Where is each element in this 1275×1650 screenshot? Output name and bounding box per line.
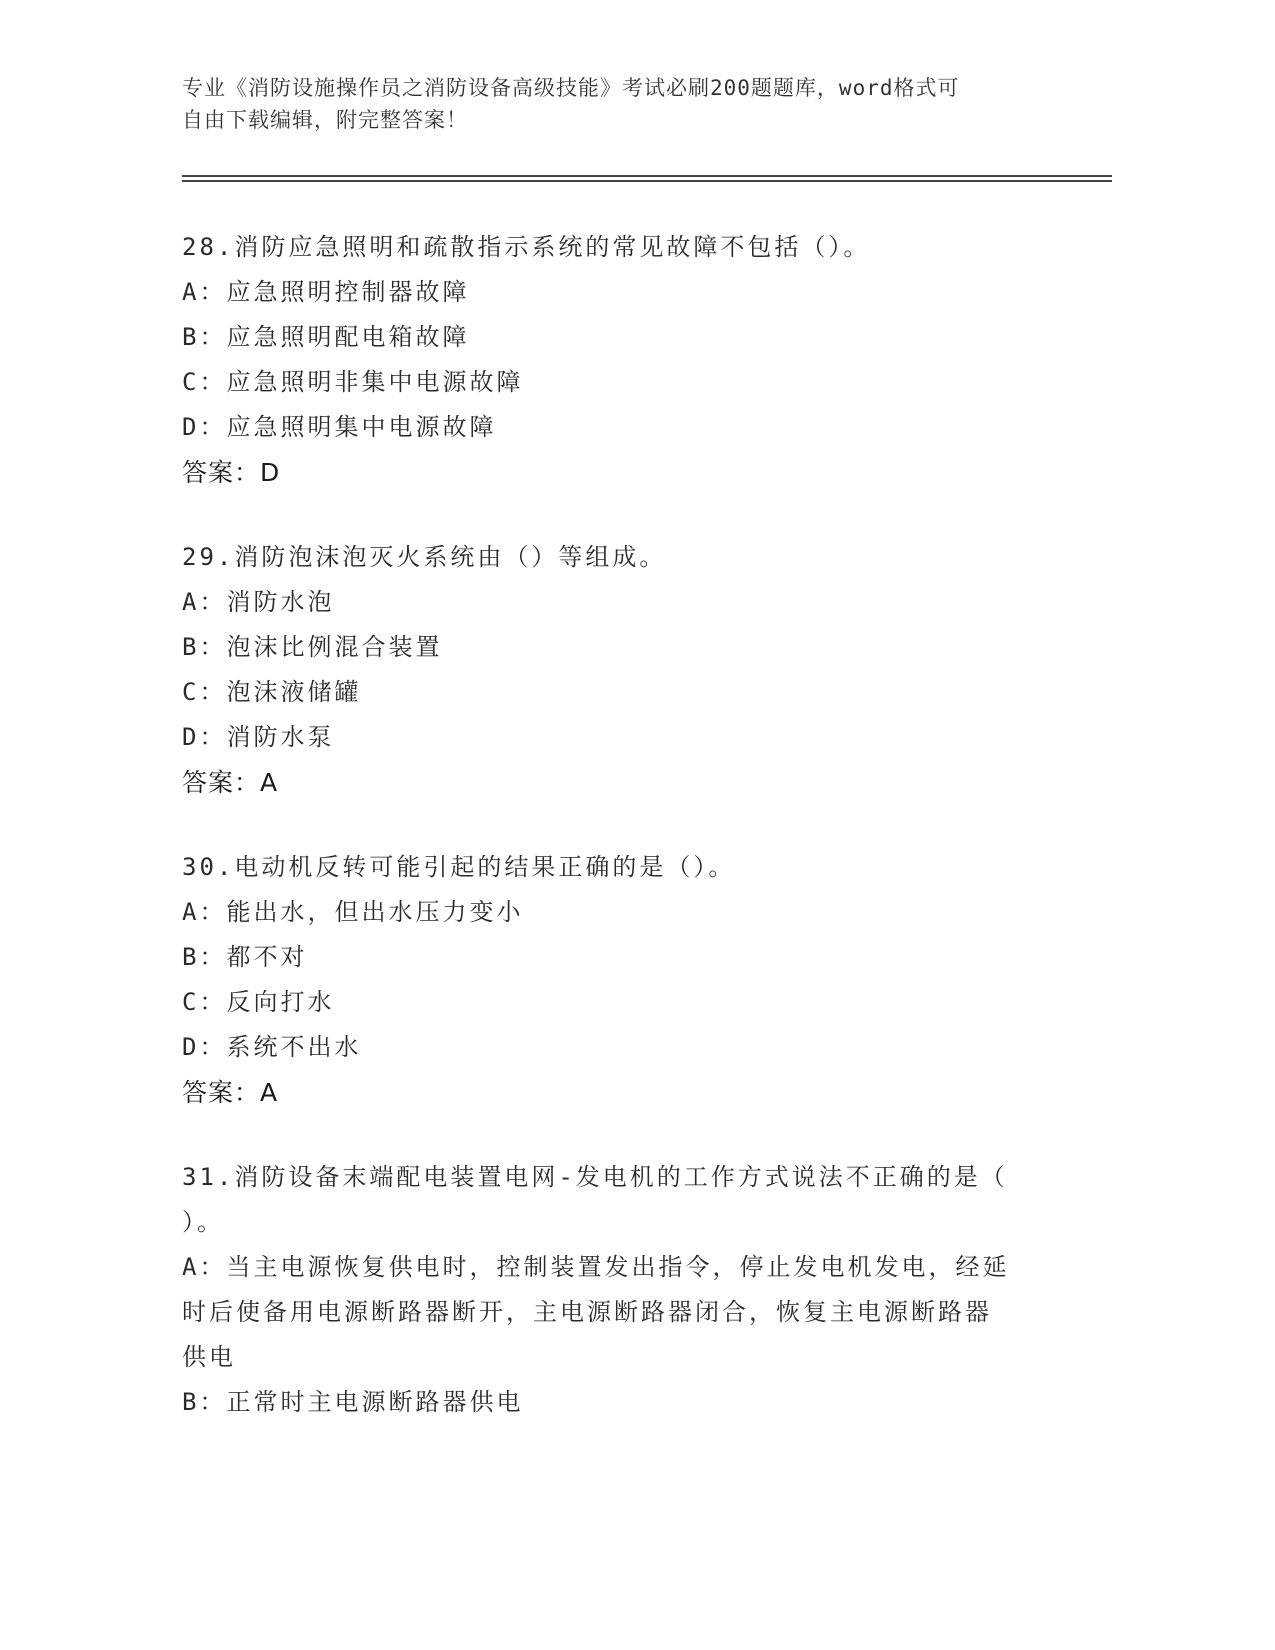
option-b: B：泡沫比例混合装置 [182, 633, 443, 661]
option-c: C：应急照明非集中电源故障 [182, 368, 524, 396]
question-28 [182, 225, 1062, 495]
answer: 答案：D [182, 458, 281, 487]
option-b: B：正常时主电源断路器供电 [182, 1388, 524, 1416]
option-c: C：泡沫液储罐 [182, 678, 362, 706]
question-stem: 28.消防应急照明和疏散指示系统的常见故障不包括（）。 [182, 233, 871, 261]
header-line-1: 专业《消防设施操作员之消防设备高级技能》考试必刷200题题库，word格式可 [182, 76, 960, 100]
option-a: A：应急照明控制器故障 [182, 278, 470, 306]
option-a-line-2: 时后使备用电源断路器断开，主电源断路器闭合，恢复主电源断路器 [182, 1298, 992, 1326]
header-divider-bottom [182, 180, 1112, 182]
option-d: D：应急照明集中电源故障 [182, 413, 497, 441]
answer: 答案：A [182, 768, 279, 797]
question-stem: 30.电动机反转可能引起的结果正确的是（）。 [182, 853, 736, 881]
option-b: B：应急照明配电箱故障 [182, 323, 470, 351]
option-a-line-1: A：当主电源恢复供电时，控制装置发出指令，停止发电机发电，经延 [182, 1253, 1010, 1281]
option-d: D：消防水泵 [182, 723, 335, 751]
header-divider-top [182, 175, 1112, 177]
header-line-2: 自由下载编辑，附完整答案！ [182, 108, 468, 132]
question-31 [182, 1155, 1062, 1425]
question-stem: 29.消防泡沫泡灭火系统由（）等组成。 [182, 543, 667, 571]
document-header [182, 72, 1062, 136]
answer: 答案：A [182, 1078, 279, 1107]
option-a: A：消防水泡 [182, 588, 335, 616]
option-d: D：系统不出水 [182, 1033, 362, 1061]
option-b: B：都不对 [182, 943, 308, 971]
option-c: C：反向打水 [182, 988, 335, 1016]
option-a: A：能出水，但出水压力变小 [182, 898, 524, 926]
question-30 [182, 845, 1062, 1115]
question-stem-line-1: 31.消防设备末端配电装置电网-发电机的工作方式说法不正确的是（ [182, 1163, 1008, 1191]
option-a-line-3: 供电 [182, 1343, 236, 1371]
question-29 [182, 535, 1062, 805]
question-stem-line-2: ）。 [182, 1208, 224, 1236]
